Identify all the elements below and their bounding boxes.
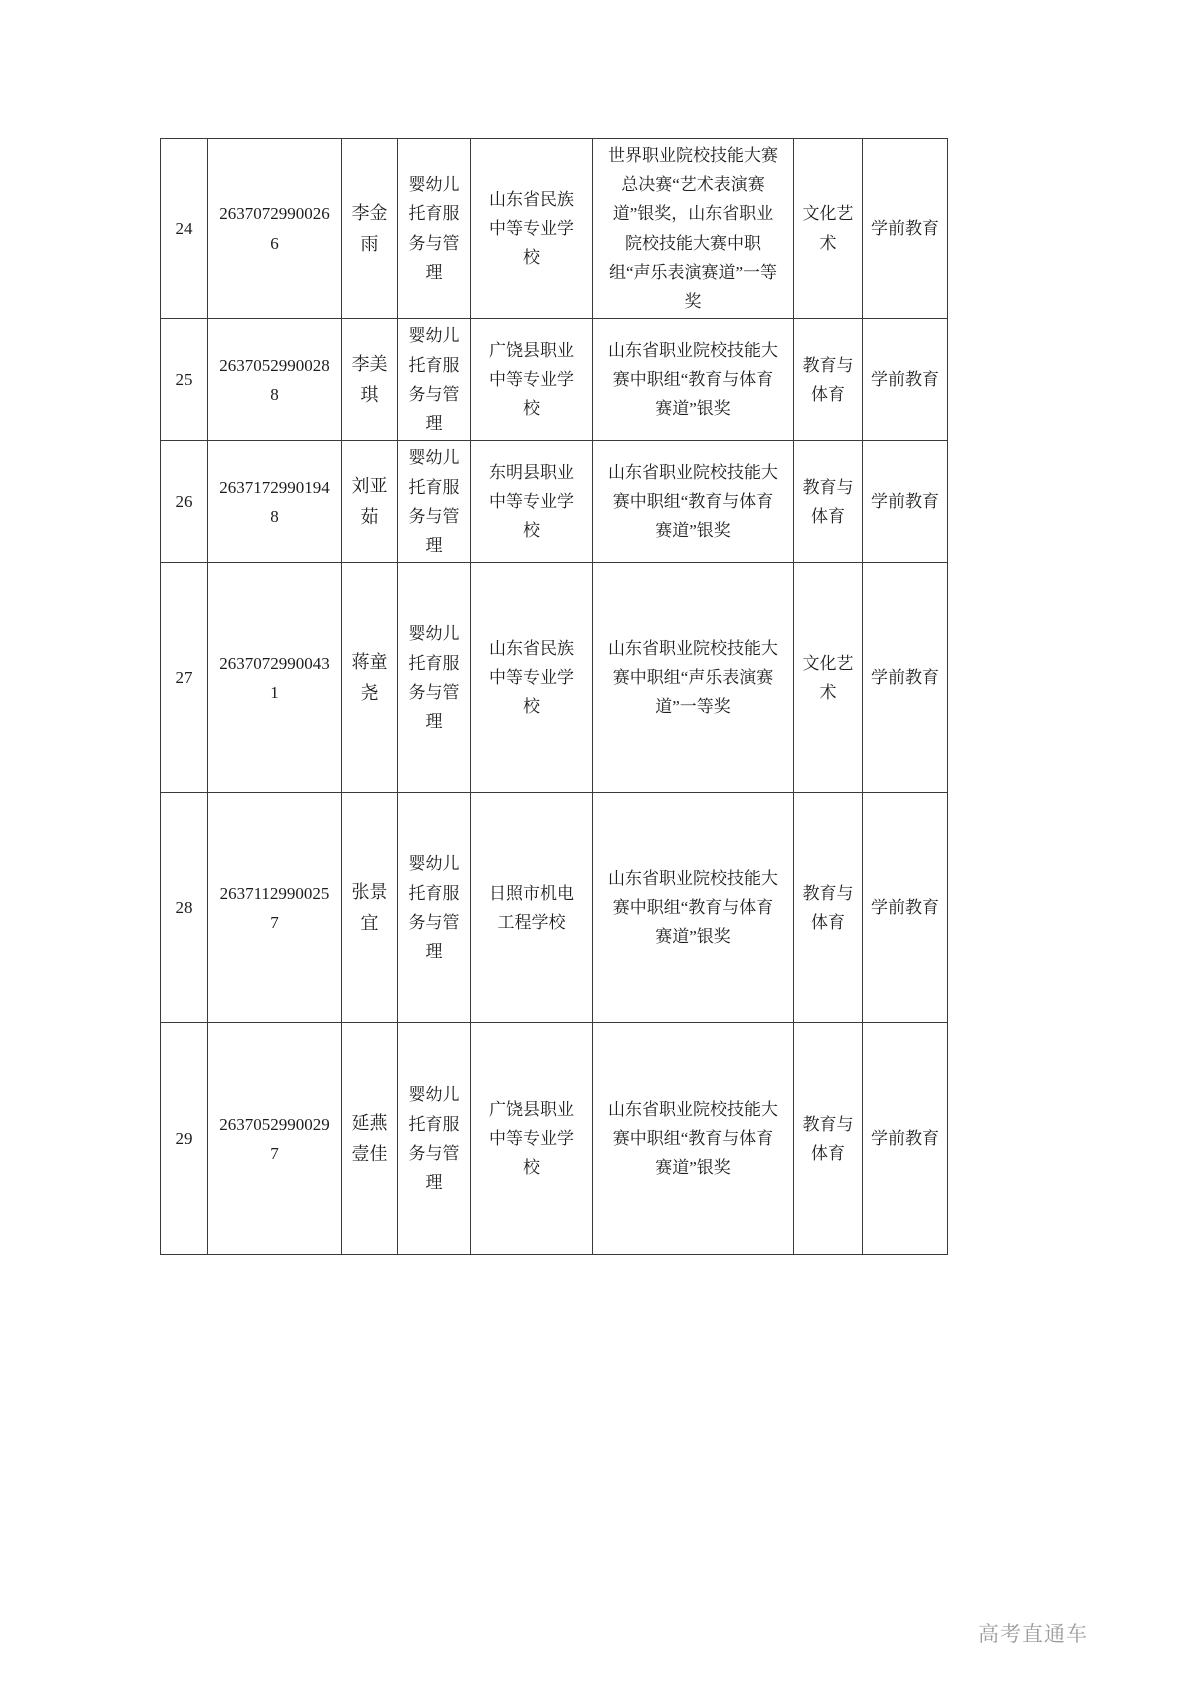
cell-school: 日照市机电工程学校 xyxy=(471,793,593,1023)
cell-major: 婴幼儿托育服务与管理 xyxy=(398,563,471,793)
cell-award: 山东省职业院校技能大赛中职组“教育与体育赛道”银奖 xyxy=(593,319,794,441)
cell-serial: 26 xyxy=(161,441,208,563)
cell-school: 山东省民族中等专业学校 xyxy=(471,563,593,793)
cell-award: 山东省职业院校技能大赛中职组“教育与体育赛道”银奖 xyxy=(593,441,794,563)
cell-award: 山东省职业院校技能大赛中职组“教育与体育赛道”银奖 xyxy=(593,793,794,1023)
cell-field: 学前教育 xyxy=(863,139,948,319)
cell-award: 山东省职业院校技能大赛中职组“教育与体育赛道”银奖 xyxy=(593,1023,794,1255)
cell-category: 教育与体育 xyxy=(794,319,863,441)
cell-serial: 27 xyxy=(161,563,208,793)
table-row xyxy=(161,563,948,793)
cell-serial: 28 xyxy=(161,793,208,1023)
cell-name: 李金雨 xyxy=(342,139,398,319)
cell-major: 婴幼儿托育服务与管理 xyxy=(398,441,471,563)
cell-major: 婴幼儿托育服务与管理 xyxy=(398,1023,471,1255)
table-row xyxy=(161,1023,948,1255)
cell-candidate-id: 26370529900297 xyxy=(208,1023,342,1255)
cell-category: 教育与体育 xyxy=(794,793,863,1023)
cell-major: 婴幼儿托育服务与管理 xyxy=(398,793,471,1023)
table-row xyxy=(161,139,948,319)
cell-category: 教育与体育 xyxy=(794,441,863,563)
cell-candidate-id: 26370729900266 xyxy=(208,139,342,319)
cell-field: 学前教育 xyxy=(863,441,948,563)
cell-candidate-id: 26370529900288 xyxy=(208,319,342,441)
cell-field: 学前教育 xyxy=(863,1023,948,1255)
cell-school: 山东省民族中等专业学校 xyxy=(471,139,593,319)
awards-table xyxy=(160,138,948,1255)
cell-name: 李美琪 xyxy=(342,319,398,441)
table-row xyxy=(161,441,948,563)
cell-name: 蒋童尧 xyxy=(342,563,398,793)
cell-candidate-id: 26371129900257 xyxy=(208,793,342,1023)
cell-field: 学前教育 xyxy=(863,319,948,441)
cell-school: 广饶县职业中等专业学校 xyxy=(471,319,593,441)
cell-award: 世界职业院校技能大赛总决赛“艺术表演赛道”银奖，山东省职业院校技能大赛中职组“声乐表演赛道”一等奖 xyxy=(593,139,794,319)
watermark-text: 高考直通车 xyxy=(978,1623,1088,1646)
cell-category: 文化艺术 xyxy=(794,139,863,319)
cell-category: 教育与体育 xyxy=(794,1023,863,1255)
cell-field: 学前教育 xyxy=(863,793,948,1023)
cell-name: 张景宜 xyxy=(342,793,398,1023)
cell-school: 广饶县职业中等专业学校 xyxy=(471,1023,593,1255)
cell-serial: 24 xyxy=(161,139,208,319)
cell-field: 学前教育 xyxy=(863,563,948,793)
cell-name: 延燕壹佳 xyxy=(342,1023,398,1255)
table-row xyxy=(161,319,948,441)
cell-award: 山东省职业院校技能大赛中职组“声乐表演赛道”一等奖 xyxy=(593,563,794,793)
cell-serial: 29 xyxy=(161,1023,208,1255)
cell-name: 刘亚茹 xyxy=(342,441,398,563)
table-row xyxy=(161,793,948,1023)
cell-candidate-id: 26370729900431 xyxy=(208,563,342,793)
cell-school: 东明县职业中等专业学校 xyxy=(471,441,593,563)
cell-major: 婴幼儿托育服务与管理 xyxy=(398,319,471,441)
cell-major: 婴幼儿托育服务与管理 xyxy=(398,139,471,319)
cell-category: 文化艺术 xyxy=(794,563,863,793)
cell-candidate-id: 26371729901948 xyxy=(208,441,342,563)
cell-serial: 25 xyxy=(161,319,208,441)
